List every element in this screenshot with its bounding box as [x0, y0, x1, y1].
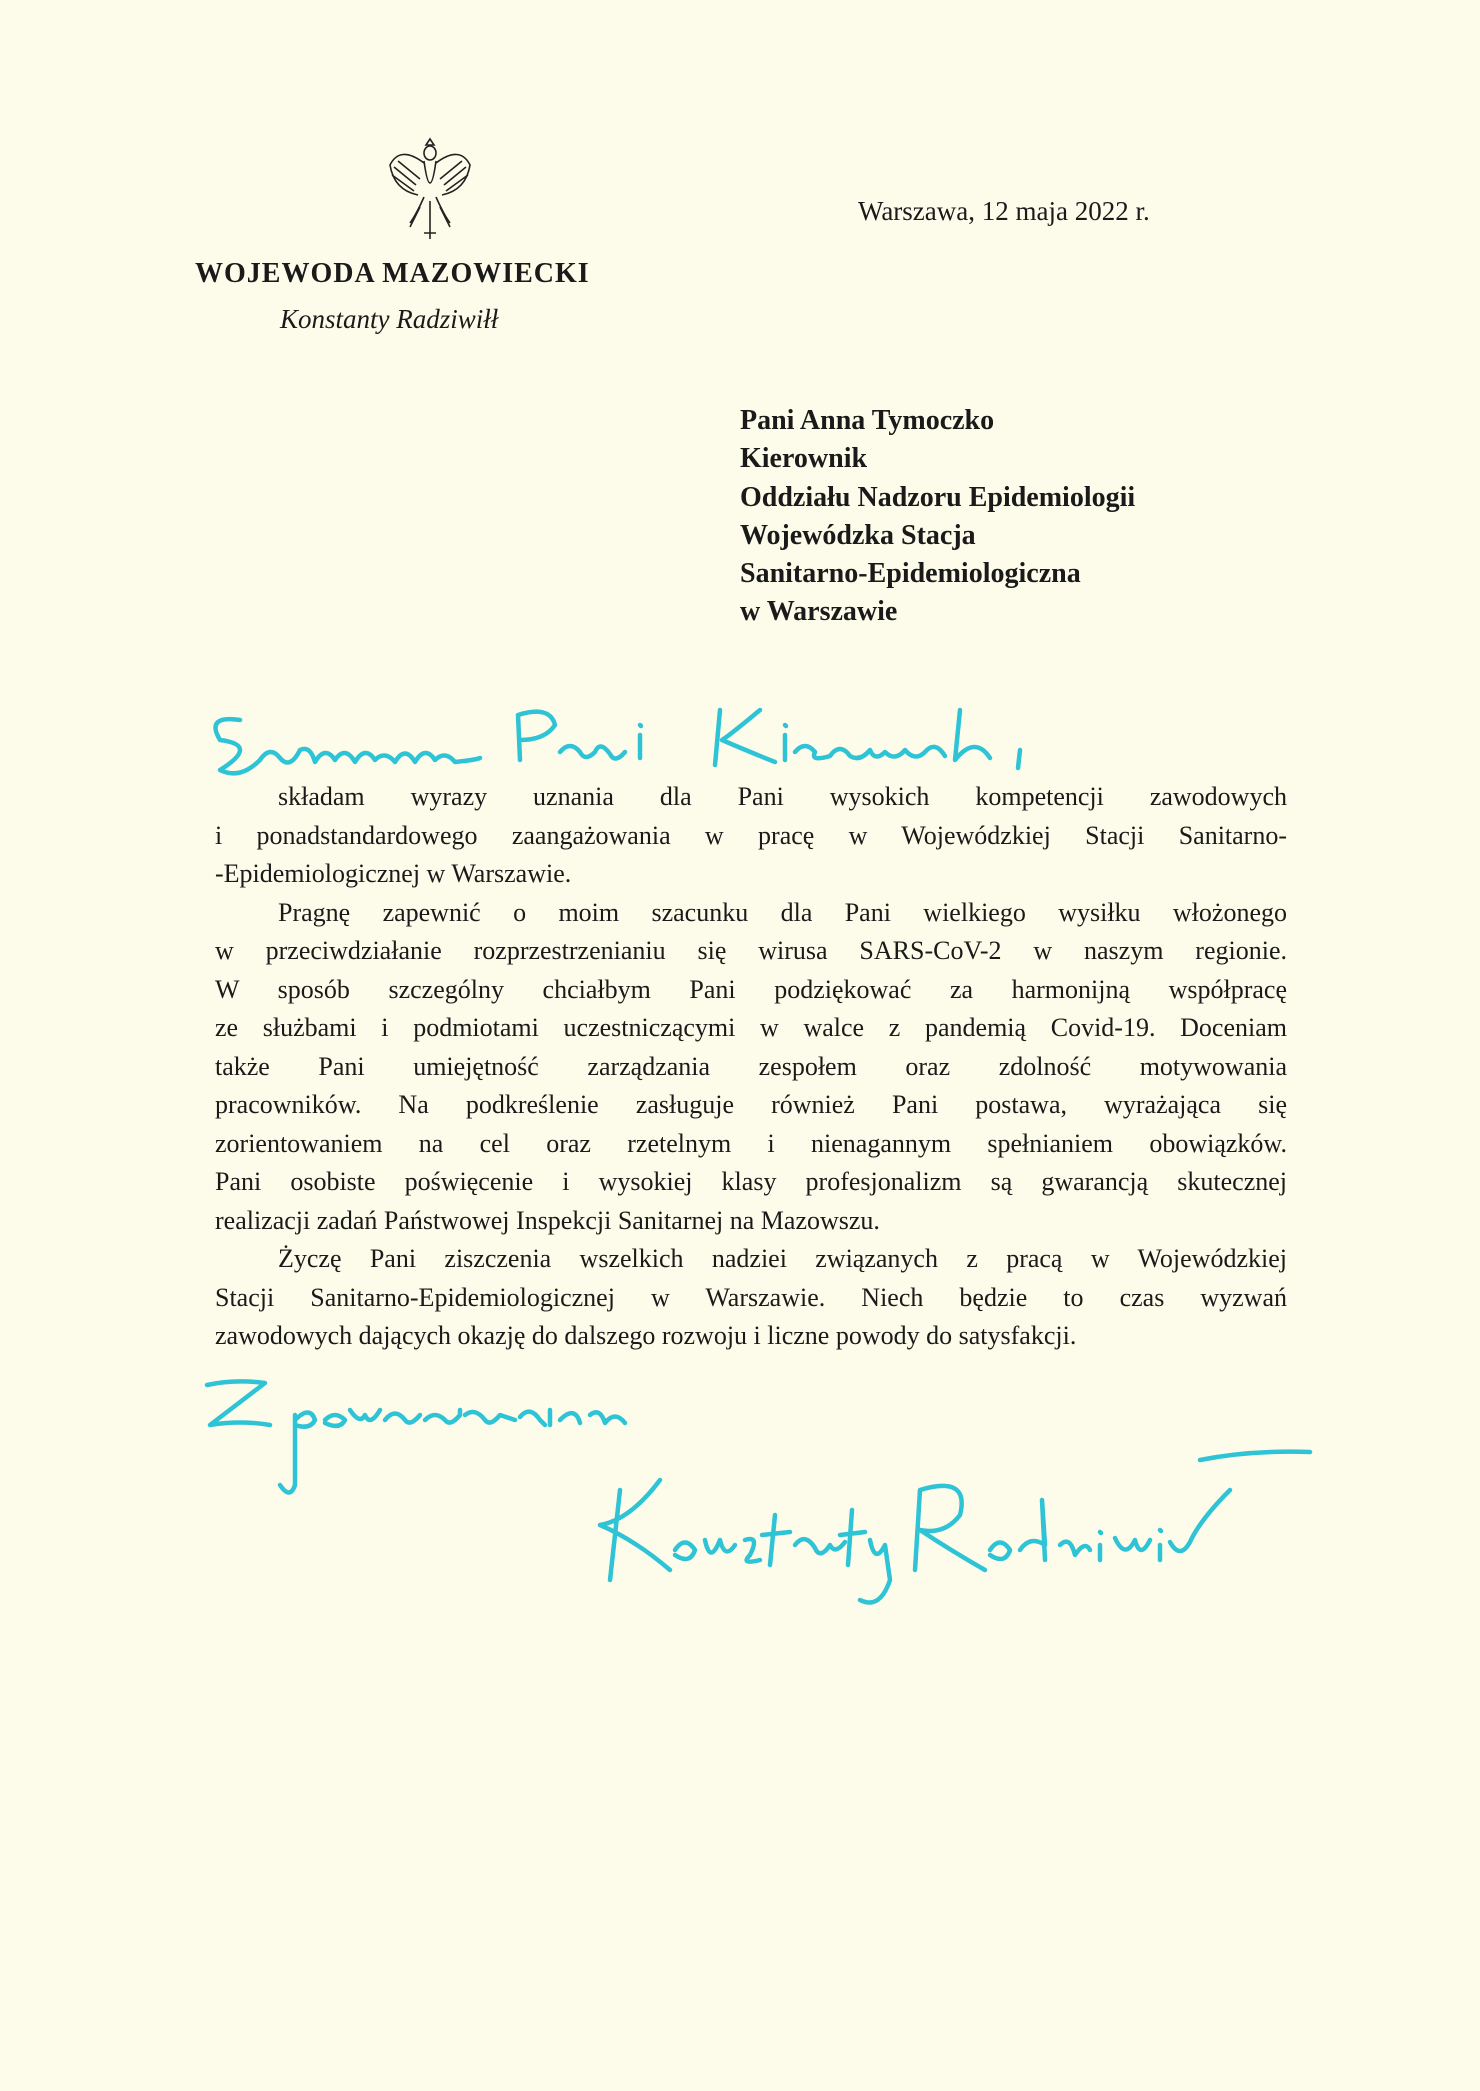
paragraph	[215, 1240, 1287, 1356]
letter-date: Warszawa, 12 maja 2022 r.	[858, 196, 1150, 226]
body-line: zawodowych dających okazję do dalszego rozwoju i liczne powody do satysfakcji.	[215, 1321, 1077, 1350]
body-line: i ponadstandardowego zaangażowania w pracę w Wojewódzkiej Stacji Sanitarno-	[215, 820, 1287, 850]
recipient-line: Wojewódzka Stacja	[740, 519, 976, 551]
letter-body	[215, 778, 1287, 1356]
issuer-office: WOJEWODA MAZOWIECKI	[195, 258, 590, 289]
issuer-name: Konstanty Radziwiłł	[280, 304, 499, 334]
body-line: Życzę Pani ziszczenia wszelkich nadziei związanych z pracą w Wojewódzkiej	[278, 1244, 1287, 1273]
body-line: pracowników. Na podkreślenie zasługuje również Pani postawa, wyrażająca się	[215, 1090, 1287, 1119]
body-line: składam wyrazy uznania dla Pani wysokich kompetencji zawodowych	[278, 782, 1287, 811]
recipient-line: w Warszawie	[740, 596, 898, 628]
polish-eagle-emblem-icon	[380, 135, 480, 245]
body-line: W sposób szczególny chciałbym Pani podziękować za harmonijną współpracę	[215, 974, 1287, 1004]
paragraph	[215, 894, 1287, 1241]
body-line: ze służbami i podmiotami uczestniczącymi w walce z pandemią Covid-19. Doceniam	[215, 1013, 1287, 1042]
handwritten-salutation	[200, 690, 1060, 790]
body-line: w przeciwdziałanie rozprzestrzenianiu się wirusa SARS-CoV-2 w naszym regionie.	[215, 936, 1287, 965]
paragraph	[215, 778, 1287, 894]
body-line: realizacji zadań Państwowej Inspekcji Sanitarnej na Mazowszu.	[215, 1205, 880, 1235]
body-line: także Pani umiejętność zarządzania zespołem oraz zdolność motywowania	[215, 1051, 1287, 1081]
recipient-line: Pani Anna Tymoczko	[740, 405, 995, 436]
handwritten-signature	[590, 1420, 1350, 1610]
recipient-line: Sanitarno-Epidemiologiczna	[740, 558, 1081, 590]
body-line: Pragnę zapewnić o moim szacunku dla Pani wielkiego wysiłku włożonego	[278, 897, 1287, 927]
recipient-address	[740, 402, 1135, 632]
recipient-line: Kierownik	[740, 443, 868, 475]
body-line: zorientowaniem na cel oraz rzetelnym i nienagannym spełnianiem obowiązków.	[215, 1128, 1287, 1158]
body-line: Pani osobiste poświęcenie i wysokiej klasy profesjonalizm są gwarancją skutecznej	[215, 1167, 1287, 1196]
recipient-line: Oddziału Nadzoru Epidemiologii	[740, 481, 1136, 513]
body-line: -Epidemiologicznej w Warszawie.	[215, 859, 572, 888]
body-line: Stacji Sanitarno-Epidemiologicznej w Warszawie. Niech będzie to czas wyzwań	[215, 1282, 1287, 1312]
